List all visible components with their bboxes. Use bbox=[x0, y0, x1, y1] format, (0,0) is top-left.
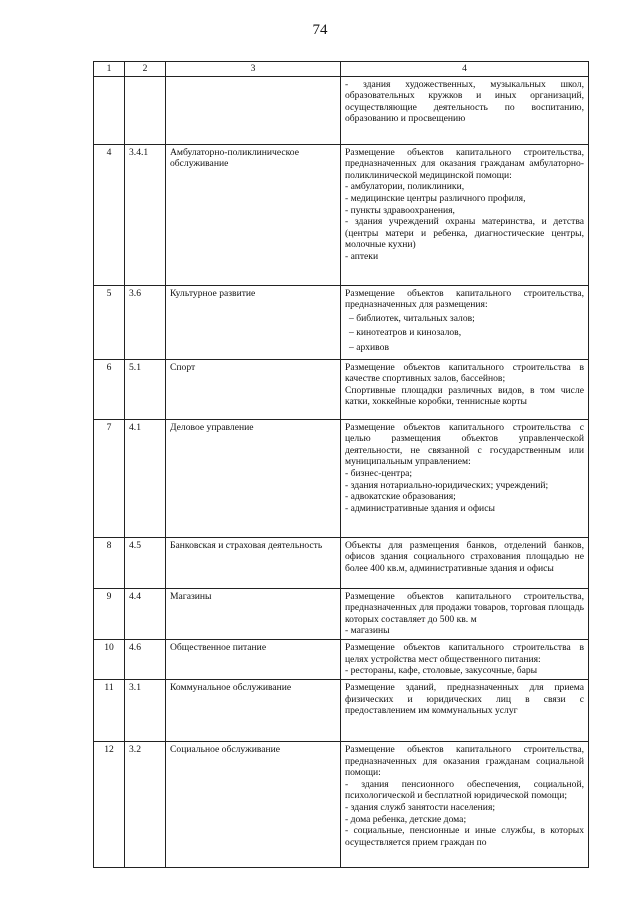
zone-code: 3.4.1 bbox=[125, 144, 166, 285]
list-item: - здания нотариально-юридических; учреждений; bbox=[345, 479, 549, 491]
zone-code: 4.4 bbox=[125, 588, 166, 639]
zone-code bbox=[125, 76, 166, 144]
use-type-name: Амбулаторно-поликлиническое обслуживание bbox=[166, 144, 341, 285]
use-description: Размещение объектов капитального строительства с целью размещения объектов управленческой деятельности, не связанной с государственным или муниципальным управлением: bbox=[345, 421, 584, 468]
row-number: 8 bbox=[94, 537, 125, 588]
list-item: – архивов bbox=[349, 341, 389, 353]
use-type-name: Спорт bbox=[166, 359, 341, 419]
table-row bbox=[94, 588, 589, 639]
use-description-cell bbox=[341, 537, 589, 588]
zone-code: 3.1 bbox=[125, 679, 166, 741]
use-description-cell bbox=[341, 285, 589, 359]
list-item: - административные здания и офисы bbox=[345, 502, 495, 514]
list-item: - пункты здравоохранения, bbox=[345, 204, 455, 216]
table-header-row bbox=[94, 62, 589, 77]
zone-code: 3.6 bbox=[125, 285, 166, 359]
use-type-name: Культурное развитие bbox=[166, 285, 341, 359]
use-description-cell bbox=[341, 144, 589, 285]
column-header: 2 bbox=[125, 62, 166, 77]
list-item: – библиотек, читальных залов; bbox=[349, 312, 475, 324]
use-description: Размещение объектов капитального строительства, предназначенных для оказания гражданам социальной помощи: bbox=[345, 743, 584, 779]
use-description: Размещение объектов капитального строительства, предназначенных для продажи товаров, торговая площадь которых составляет до 500 кв. м bbox=[345, 590, 584, 625]
row-number: 10 bbox=[94, 639, 125, 679]
table-row bbox=[94, 679, 589, 741]
use-description-cell bbox=[341, 679, 589, 741]
row-number: 9 bbox=[94, 588, 125, 639]
list-item: - адвокатские образования; bbox=[345, 491, 456, 503]
zone-code: 4.6 bbox=[125, 639, 166, 679]
list-item: - медицинские центры различного профиля, bbox=[345, 192, 526, 204]
row-number: 4 bbox=[94, 144, 125, 285]
list-item: - магазины bbox=[345, 625, 390, 637]
list-item: - социальные, пенсионные и иные службы, в которых осуществляется прием граждан по bbox=[345, 825, 584, 848]
use-type-name: Социальное обслуживание bbox=[166, 741, 341, 867]
list-item: - здания художественных, музыкальных школ, образовательных кружков и иных организаций, осуществляющие деятельность по воспитанию, образованию и просвещению bbox=[345, 78, 584, 125]
zone-code: 5.1 bbox=[125, 359, 166, 419]
row-number: 11 bbox=[94, 679, 125, 741]
use-type-name: Магазины bbox=[166, 588, 341, 639]
list-item: - бизнес-центра; bbox=[345, 467, 413, 479]
column-header: 3 bbox=[166, 62, 341, 77]
use-description-cell bbox=[341, 588, 589, 639]
zoning-table bbox=[93, 61, 589, 868]
use-description-cell bbox=[341, 76, 589, 144]
table-row bbox=[94, 359, 589, 419]
use-description-cell bbox=[341, 741, 589, 867]
column-header: 1 bbox=[94, 62, 125, 77]
use-items-list bbox=[345, 665, 584, 677]
use-description-cell bbox=[341, 419, 589, 537]
use-type-name bbox=[166, 76, 341, 144]
table-row bbox=[94, 741, 589, 867]
row-number: 12 bbox=[94, 741, 125, 867]
use-description: Размещение объектов капитального строительства, предназначенных для оказания гражданам амбулаторно-поликлинической медицинской помощи: bbox=[345, 146, 584, 181]
table-row bbox=[94, 419, 589, 537]
list-item: - дома ребенка, детские дома; bbox=[345, 813, 467, 825]
use-items-list bbox=[345, 779, 584, 849]
use-type-name: Банковская и страховая деятельность bbox=[166, 537, 341, 588]
use-items-list bbox=[345, 625, 584, 637]
table-row bbox=[94, 537, 589, 588]
row-number bbox=[94, 76, 125, 144]
zone-code: 4.1 bbox=[125, 419, 166, 537]
list-item: - рестораны, кафе, столовые, закусочные, бары bbox=[345, 665, 538, 677]
use-description: Размещение объектов капитального строительства в качестве спортивных залов, бассейнов; bbox=[345, 361, 584, 385]
use-items-list bbox=[345, 468, 584, 514]
use-description: Размещение объектов капитального строительства, предназначенных для размещения: bbox=[345, 287, 584, 311]
use-description: Размещение зданий, предназначенных для приема физических и юридических лиц в связи с предоставлением им коммунальных услуг bbox=[345, 681, 584, 717]
list-item: - здания служб занятости населения; bbox=[345, 801, 496, 813]
use-type-name: Коммунальное обслуживание bbox=[166, 679, 341, 741]
table-row bbox=[94, 76, 589, 144]
list-item: - аптеки bbox=[345, 250, 379, 262]
use-description: Объекты для размещения банков, отделений банков, офисов здания социального страхования площадью не более 400 кв.м, административные здания и офисы bbox=[345, 539, 584, 574]
table-body bbox=[94, 76, 589, 867]
page-number: 74 bbox=[312, 22, 328, 38]
row-number: 7 bbox=[94, 419, 125, 537]
use-description-cell bbox=[341, 359, 589, 419]
row-number: 6 bbox=[94, 359, 125, 419]
list-item: - здания учреждений охраны материнства, и детства (центры матери и ребенка, диагностические центры, молочные кухни) bbox=[345, 216, 584, 251]
table-row bbox=[94, 639, 589, 679]
use-type-name: Деловое управление bbox=[166, 419, 341, 537]
table-row bbox=[94, 144, 589, 285]
row-number: 5 bbox=[94, 285, 125, 359]
use-items-list bbox=[345, 181, 584, 262]
list-item: - здания пенсионного обеспечения, социальной, психологической и бесплатной юридической помощи; bbox=[345, 778, 584, 802]
list-item: - амбулатории, поликлиники, bbox=[345, 181, 465, 193]
column-header: 4 bbox=[341, 62, 589, 77]
use-type-name: Общественное питание bbox=[166, 639, 341, 679]
list-item: – кинотеатров и кинозалов, bbox=[349, 327, 462, 339]
list-item: Спортивные площадки различных видов, в том числе катки, хоккейные коробки, теннисные корты bbox=[345, 384, 584, 408]
table-row bbox=[94, 285, 589, 359]
zone-code: 4.5 bbox=[125, 537, 166, 588]
zone-code: 3.2 bbox=[125, 741, 166, 867]
use-description: Размещение объектов капитального строительства в целях устройства мест общественного питания: bbox=[345, 641, 584, 665]
use-items-list bbox=[345, 313, 584, 354]
use-description-cell bbox=[341, 639, 589, 679]
use-items-list bbox=[345, 385, 584, 408]
use-items-list bbox=[345, 79, 584, 125]
